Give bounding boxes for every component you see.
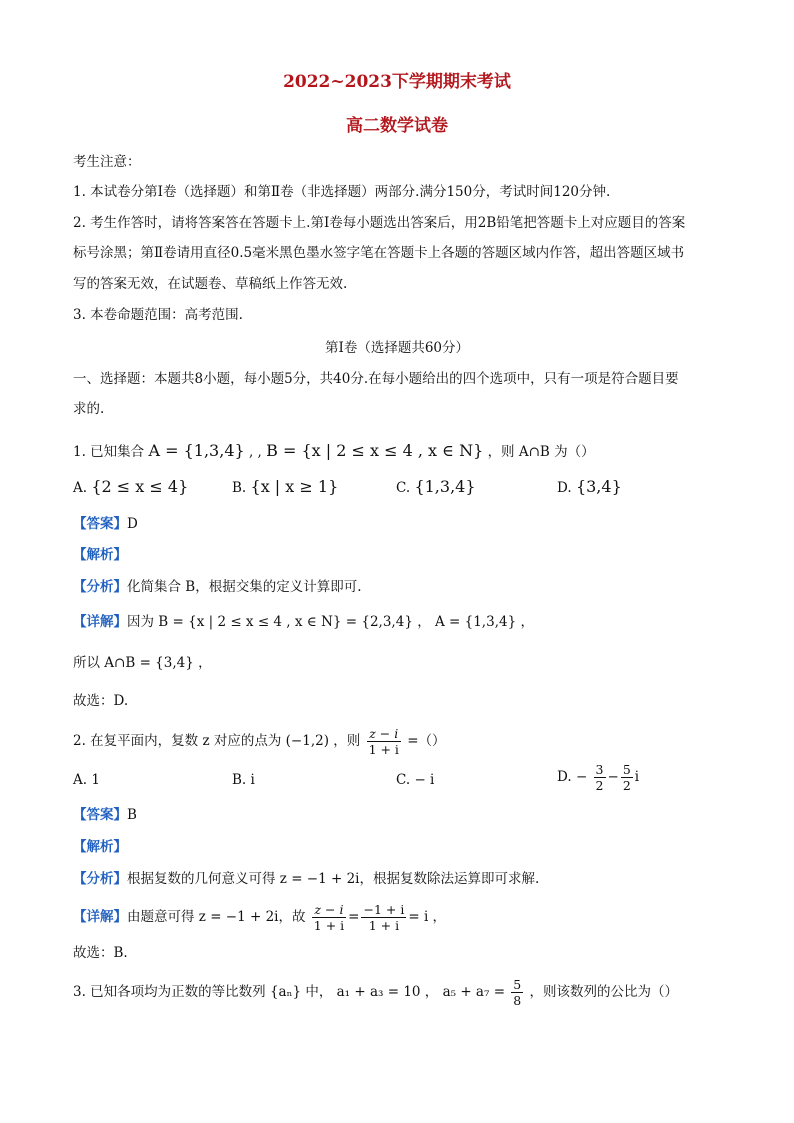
q2-option-d-label: D. <box>557 769 572 785</box>
q1-answer <box>73 515 138 533</box>
q2-fenxi-tag: 【分析】 <box>73 871 127 887</box>
q2-xiangjie-frac-1-num: z − i <box>312 902 346 918</box>
q1-option-d-label: D. <box>557 480 572 496</box>
q2-option-a-text: 1 <box>91 772 100 788</box>
q2-xiangjie-tag: 【详解】 <box>73 909 127 925</box>
q2-xiangjie-frac-2-den: 1 + i <box>368 918 400 933</box>
q2-option-c-text: − i <box>414 772 435 788</box>
q2-answer-value: B <box>127 807 137 823</box>
q2-xiangjie: 【详解】由题意可得 z = −1 + 2i，故 $\frac{z - i}{1 + i}$ = $\frac{-1 + i}{1 + i}$ = i ， <box>73 902 447 933</box>
q1-xiangjie <box>73 613 534 631</box>
exam-title: 2022~2023下学期期末考试 <box>283 72 511 92</box>
q1-fenxi <box>73 578 362 596</box>
question-3 <box>73 977 678 1008</box>
q2-xiangjie-frac-1-den: 1 + i <box>313 918 345 933</box>
q1-option-c-label: C. <box>396 480 411 496</box>
q2-option-d-frac-2 <box>621 762 633 793</box>
section-intro-line-1: 一、选择题：本题共8小题，每小题5分，共40分.在每小题给出的四个选项中，只有一项是符合题目要 <box>73 371 679 387</box>
q2-fenxi <box>73 870 539 888</box>
q1-set-a: A = {1,3,4} <box>148 441 245 460</box>
notice-item-2-line-3: 写的答案无效，在试题卷、草稿纸上作答无效. <box>73 276 348 292</box>
q1-answer-value: D <box>127 516 138 532</box>
q1-analysis-tag <box>73 546 127 564</box>
q1-option-b-label: B. <box>232 480 247 496</box>
q2-xiangjie-post: = i ， <box>408 909 447 925</box>
q2-analysis-label: 【解析】 <box>73 839 127 855</box>
q1-xiangjie-tag: 【详解】 <box>73 614 127 630</box>
q3-prefix: 3. 已知各项均为正数的等比数列 {aₙ} 中， a₁ + a₃ = 10 ， a₅ + a₇ = <box>73 984 505 1000</box>
q1-fenxi-tag: 【分析】 <box>73 579 127 595</box>
q2-prefix: 2. 在复平面内，复数 z 对应的点为 (−1,2) ，则 <box>73 733 361 749</box>
q1-option-c-text: {1,3,4} <box>414 477 476 496</box>
q2-option-d-frac-1 <box>594 762 606 793</box>
q2-option-d-minus: − <box>575 769 588 785</box>
part1-heading: 第Ⅰ卷（选择题共60分） <box>324 340 469 356</box>
q2-choose: 故选：B. <box>73 945 128 961</box>
q1-option-d-text: {3,4} <box>575 477 622 496</box>
q2-xiangjie-frac-2 <box>361 902 406 933</box>
q2-xiangjie-frac-1 <box>312 902 346 933</box>
q2-option-c-label: C. <box>396 772 411 788</box>
q2-option-b <box>232 771 255 789</box>
q2-option-b-text: i <box>250 772 255 788</box>
q2-option-d-frac-2-den: 2 <box>622 778 631 793</box>
q2-answer-tag: 【答案】 <box>73 807 127 823</box>
q2-suffix: =（） <box>407 733 446 749</box>
question-1 <box>73 442 595 461</box>
q1-set-b: B = {x | 2 ≤ x ≤ 4 , x ∈ N} <box>266 441 484 460</box>
q2-option-d-frac-2-num: 5 <box>622 762 631 777</box>
question-2 <box>73 726 446 757</box>
q1-option-b-text: {x | x ≥ 1} <box>250 477 339 496</box>
q2-option-d-frac-1-den: 2 <box>595 778 604 793</box>
q3-fraction-den: 8 <box>513 993 522 1008</box>
q1-analysis-label: 【解析】 <box>73 547 127 563</box>
q2-fraction-den: 1 + i <box>368 742 399 757</box>
q2-analysis-tag <box>73 838 127 856</box>
q2-fraction <box>367 726 401 757</box>
q1-option-a-text: {2 ≤ x ≤ 4} <box>91 477 189 496</box>
q1-so: 所以 A∩B = {3,4} ， <box>73 655 212 671</box>
q1-prefix: 1. 已知集合 <box>73 444 145 460</box>
q2-answer <box>73 806 137 824</box>
q2-option-a-label: A. <box>73 772 88 788</box>
q1-choose: 故选：D. <box>73 693 129 709</box>
q1-option-d <box>557 478 622 497</box>
notice-item-1: 1. 本试卷分第Ⅰ卷（选择题）和第Ⅱ卷（非选择题）两部分.满分150分，考试时间120分钟. <box>73 184 611 200</box>
q2-option-b-label: B. <box>232 772 247 788</box>
q1-option-a <box>73 478 188 497</box>
exam-subtitle: 高二数学试卷 <box>346 116 448 136</box>
q1-option-c <box>396 478 476 497</box>
q1-xiangjie-text: 因为 B = {x | 2 ≤ x ≤ 4 , x ∈ N} = {2,3,4} ， A = {1,3,4} ， <box>127 614 534 630</box>
q2-xiangjie-pre: 由题意可得 z = −1 + 2i，故 <box>127 909 306 925</box>
q2-xiangjie-frac-2-num: −1 + i <box>363 902 405 917</box>
notice-item-3: 3. 本卷命题范围：高考范围. <box>73 307 243 323</box>
notice-item-2-line-2: 标号涂黑；第Ⅱ卷请用直径0.5毫米黑色墨水签字笔在答题卡上各题的答题区域内作答，超出答题区域书 <box>73 245 685 261</box>
q2-option-d-tail: i <box>634 769 640 785</box>
notice-heading: 考生注意： <box>73 154 141 170</box>
q1-separator: , , <box>248 444 262 460</box>
q2-option-a <box>73 771 100 789</box>
q1-option-b <box>232 478 338 497</box>
q3-suffix: ，则该数列的公比为（） <box>529 984 679 1000</box>
q2-fenxi-text: 根据复数的几何意义可得 z = −1 + 2i，根据复数除法运算即可求解. <box>127 871 540 887</box>
q1-fenxi-text: 化简集合 B，根据交集的定义计算即可. <box>127 579 362 595</box>
q2-option-d-frac-1-num: 3 <box>595 762 604 777</box>
q2-option-d <box>557 762 639 793</box>
notice-item-2-line-1: 2. 考生作答时，请将答案答在答题卡上.第Ⅰ卷每小题选出答案后，用2B铅笔把答题卡上对应题目的答案 <box>73 215 686 231</box>
q3-fraction-num: 5 <box>513 977 522 992</box>
q1-suffix: ，则 A∩B 为（） <box>487 444 595 460</box>
section-intro-line-2: 求的. <box>73 401 105 417</box>
q1-option-a-label: A. <box>73 480 88 496</box>
q3-fraction <box>511 977 523 1008</box>
q2-option-d-minus-2: − <box>607 769 619 785</box>
q1-answer-tag: 【答案】 <box>73 516 127 532</box>
q2-option-c <box>396 771 434 789</box>
q2-fraction-num: z − i <box>367 726 401 742</box>
